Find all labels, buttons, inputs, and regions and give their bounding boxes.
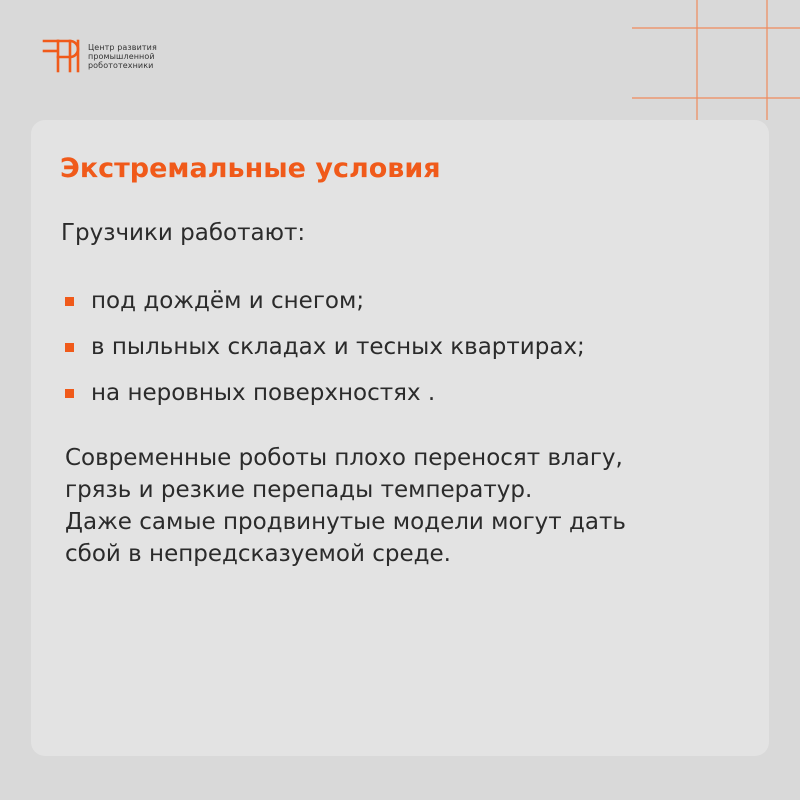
paragraph-line: Современные роботы плохо переносят влагу, xyxy=(65,445,623,471)
logo-text xyxy=(88,43,157,70)
company-logo xyxy=(42,39,157,73)
body-paragraph xyxy=(65,442,626,570)
logo-mark-icon xyxy=(42,39,82,73)
list-item xyxy=(65,370,585,416)
list-item xyxy=(65,324,585,370)
bullet-square-icon xyxy=(65,297,74,306)
list-item xyxy=(65,278,585,324)
paragraph-line: Даже самые продвинутые модели могут дать xyxy=(65,509,626,535)
card-title: Экстремальные условия xyxy=(60,153,441,184)
logo-text-line: робототехники xyxy=(88,60,154,70)
list-item-text: на неровных поверхностях . xyxy=(91,380,436,406)
logo-text-line: промышленной xyxy=(88,51,155,61)
paragraph-line: сбой в непредсказуемой среде. xyxy=(65,541,451,567)
intro-text: Грузчики работают: xyxy=(61,220,306,246)
paragraph-line: грязь и резкие перепады температур. xyxy=(65,477,533,503)
list-item-text: в пыльных складах и тесных квартирах; xyxy=(91,334,585,360)
bullet-square-icon xyxy=(65,343,74,352)
content-card xyxy=(31,120,769,756)
logo-text-line: Центр развития xyxy=(88,42,157,52)
list-item-text: под дождём и снегом; xyxy=(91,288,365,314)
conditions-list xyxy=(65,278,585,416)
bullet-square-icon xyxy=(65,389,74,398)
